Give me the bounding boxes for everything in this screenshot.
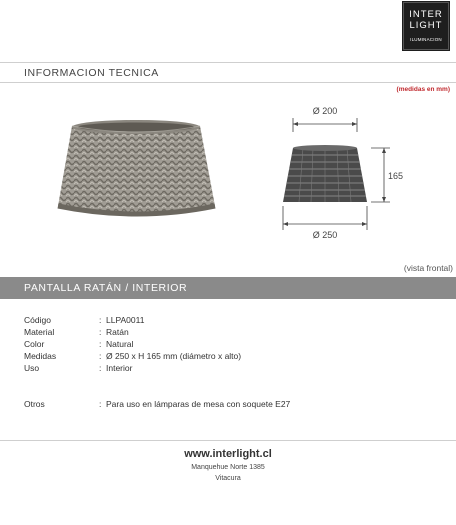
- spec-value: LLPA0011: [106, 315, 145, 325]
- dimension-diagram: [278, 100, 418, 250]
- spec-separator: :: [99, 399, 102, 409]
- logo-line-1: INTER: [409, 9, 443, 20]
- spec-value: Natural: [106, 339, 134, 349]
- spec-separator: :: [99, 327, 102, 337]
- top-divider: [0, 62, 456, 63]
- spec-separator: :: [99, 339, 102, 349]
- footer-city: Vitacura: [215, 475, 241, 482]
- spec-label: Color: [24, 339, 45, 349]
- spec-separator: :: [99, 363, 102, 373]
- spec-separator: :: [99, 315, 102, 325]
- product-title-bar: [0, 277, 456, 299]
- website-link[interactable]: www.interlight.cl: [184, 448, 272, 460]
- spec-value: Ratán: [106, 327, 129, 337]
- footer-address: Manquehue Norte 1385: [191, 464, 265, 471]
- measure-note: (medidas en mm): [396, 86, 450, 93]
- product-photo-rattan-shade: [50, 118, 225, 228]
- spec-value: Ø 250 x H 165 mm (diámetro x alto): [106, 351, 242, 361]
- brand-logo: [403, 2, 449, 50]
- spec-separator: :: [99, 351, 102, 361]
- logo-line-3: ILUMINACION: [410, 37, 442, 42]
- height-label: 165: [388, 171, 404, 181]
- spec-value: Interior: [106, 363, 133, 373]
- logo-line-2: LIGHT: [409, 20, 443, 31]
- spec-label: Medidas: [24, 351, 57, 361]
- view-label: (vista frontal): [403, 263, 453, 273]
- product-title: PANTALLA RATÁN / INTERIOR: [24, 282, 188, 294]
- section-divider: [0, 82, 456, 83]
- top-diameter-label: Ø 200: [312, 106, 338, 116]
- spec-label: Material: [24, 327, 55, 337]
- footer-divider: [0, 440, 456, 441]
- spec-value: Para uso en lámparas de mesa con soquete E27: [106, 399, 291, 409]
- spec-label: Uso: [24, 363, 40, 373]
- bottom-diameter-label: Ø 250: [312, 230, 338, 240]
- spec-label: Otros: [24, 399, 45, 409]
- spec-label: Código: [24, 315, 51, 325]
- section-title: INFORMACION TECNICA: [24, 67, 159, 79]
